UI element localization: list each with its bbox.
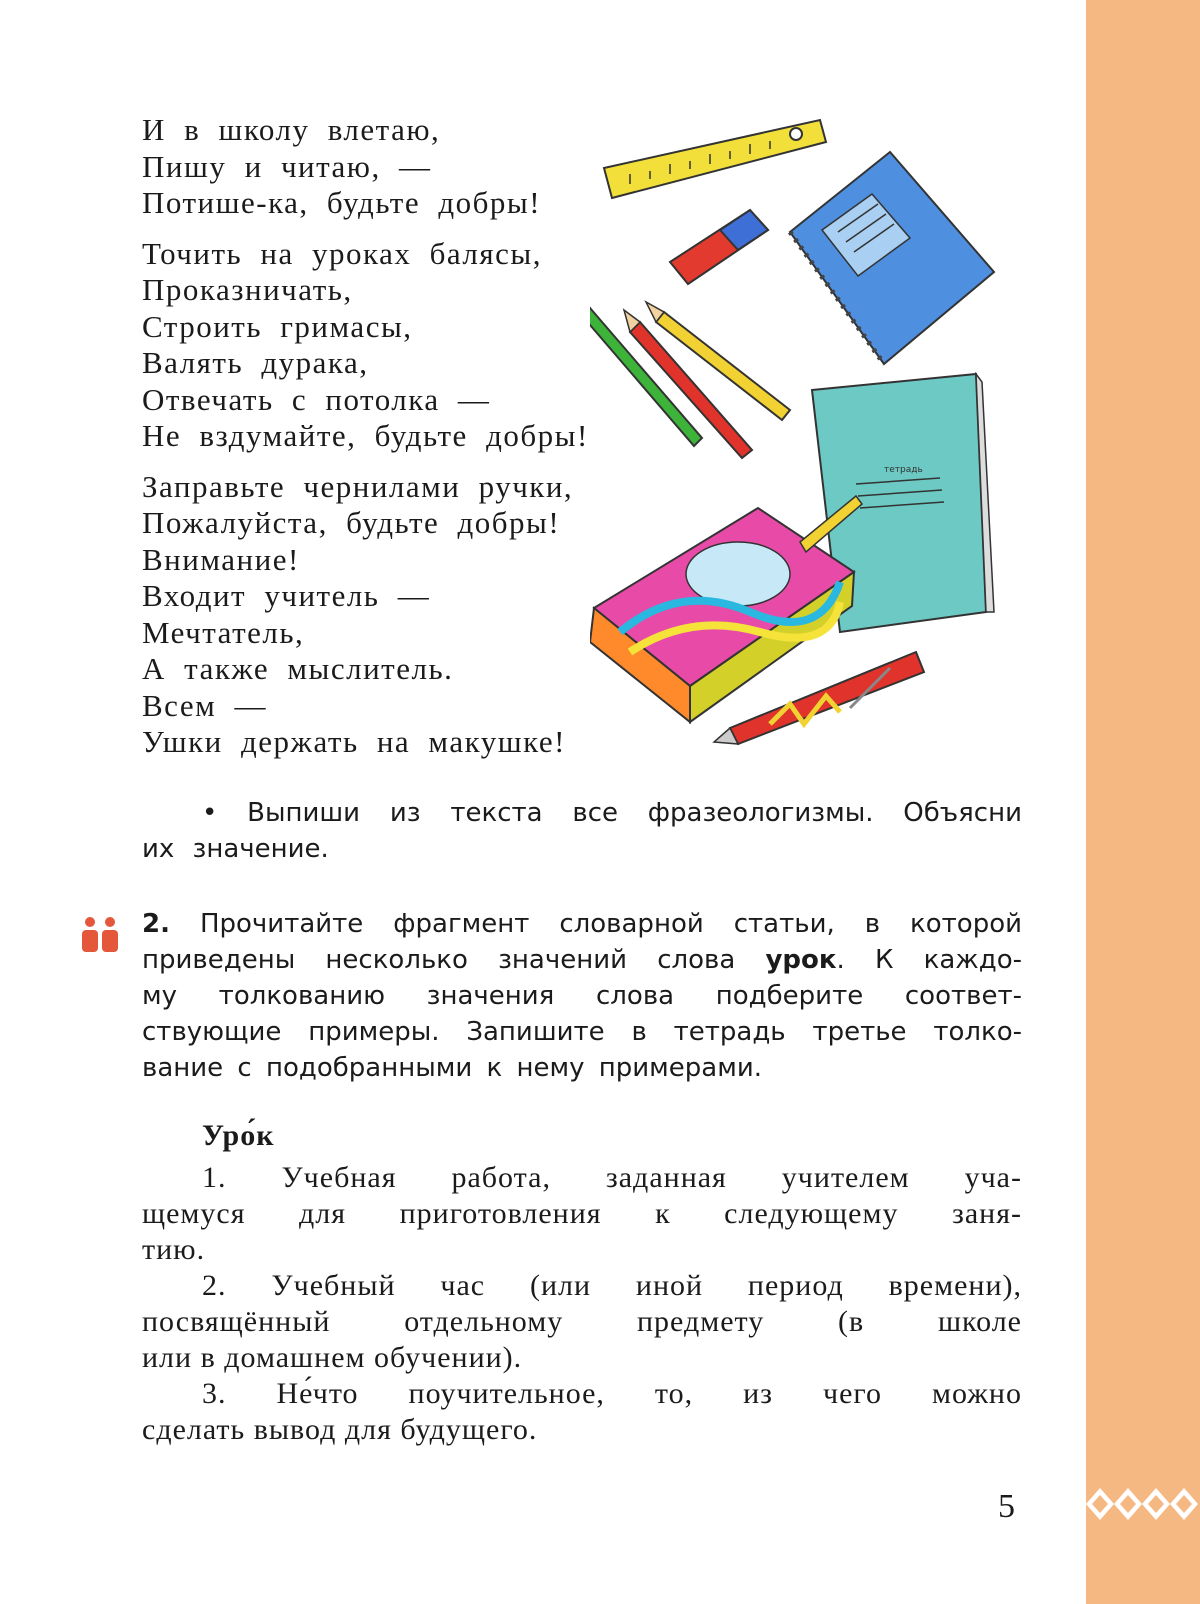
- poem-line: Не вздумайте, будьте добры!: [142, 418, 589, 453]
- task-1-line: их значение.: [142, 834, 329, 864]
- poem-line: Входит учитель —: [142, 578, 431, 613]
- task-2-line-1: [142, 906, 1022, 942]
- dictionary-entry: [142, 1118, 1022, 1448]
- definition-line: или в домашнем обучении).: [142, 1341, 523, 1374]
- page-number: 5: [998, 1488, 1015, 1525]
- poem-line: И в школу влетаю,: [142, 112, 441, 147]
- poem-stanza-2: [142, 236, 702, 455]
- task-2-line-4: ствующие примеры. Запишите в тетрадь третье толко-: [142, 1017, 1022, 1047]
- side-color-stripe: [1086, 0, 1200, 1604]
- task-1-line: • Выпиши из текста все фразеологизмы. Объясни: [202, 798, 1022, 828]
- definition-line: щемуся для приготовления к следующему заня-: [142, 1197, 1022, 1230]
- side-zigzag-ornament: [1086, 1482, 1200, 1526]
- poem-line: Ушки держать на макушке!: [142, 724, 566, 759]
- task-2-instruction: [142, 906, 1022, 1086]
- task-2-text: . К каждо-: [836, 945, 1022, 975]
- spiral-notebook-icon: [790, 152, 994, 364]
- poem: [142, 112, 702, 775]
- notebook-label: тетрадь: [884, 465, 923, 475]
- poem-line: Мечтатель,: [142, 614, 305, 650]
- definition-line: 3. Не́что поучительное, то, из чего можно: [202, 1377, 1022, 1410]
- task-number: 2.: [142, 909, 170, 939]
- definition-line: 1. Учебная работа, заданная учителем уча-: [202, 1161, 1022, 1194]
- definition-line: 2. Учебный час (или иной период времени),: [202, 1269, 1022, 1302]
- definition-line: тию.: [142, 1233, 206, 1266]
- poem-stanza-1: [142, 112, 702, 222]
- poem-line: Проказничать,: [142, 272, 353, 307]
- bold-word: урок: [765, 945, 837, 975]
- task-2-text: Прочитайте фрагмент словарной статьи, в которой: [199, 909, 1023, 939]
- poem-line: Отвечать с потолка —: [142, 381, 491, 417]
- definition-line: сделать вывод для будущего.: [142, 1413, 538, 1446]
- pair-work-icon: [80, 916, 122, 954]
- dictionary-headword: Уро́к: [202, 1119, 275, 1152]
- poem-line: Пожалуйста, будьте добры!: [142, 505, 561, 540]
- task-2-text: приведены несколько значений слова: [142, 945, 736, 975]
- poem-line: Потише-ка, будьте добры!: [142, 185, 542, 220]
- poem-line: Всем —: [142, 687, 267, 723]
- poem-line: Точить на уроках балясы,: [142, 235, 542, 271]
- poem-line: Внимание!: [142, 541, 300, 577]
- poem-stanza-3: [142, 469, 702, 761]
- poem-line: Пишу и читаю, —: [142, 148, 432, 184]
- poem-line: Заправьте чернилами ручки,: [142, 468, 574, 504]
- task-2-line-5: вание с подобранными к нему примерами.: [142, 1053, 762, 1083]
- definition-line: посвящённый отдельному предмету (в школе: [142, 1305, 1022, 1338]
- task-2-line-3: му толкованию значения слова подберите соответ-: [142, 981, 1022, 1011]
- task-1-instruction: [142, 795, 1022, 867]
- poem-line: Валять дурака,: [142, 345, 369, 380]
- poem-line: А также мыслитель.: [142, 651, 454, 686]
- poem-line: Строить гримасы,: [142, 308, 413, 344]
- task-2-line-2: [142, 942, 1022, 978]
